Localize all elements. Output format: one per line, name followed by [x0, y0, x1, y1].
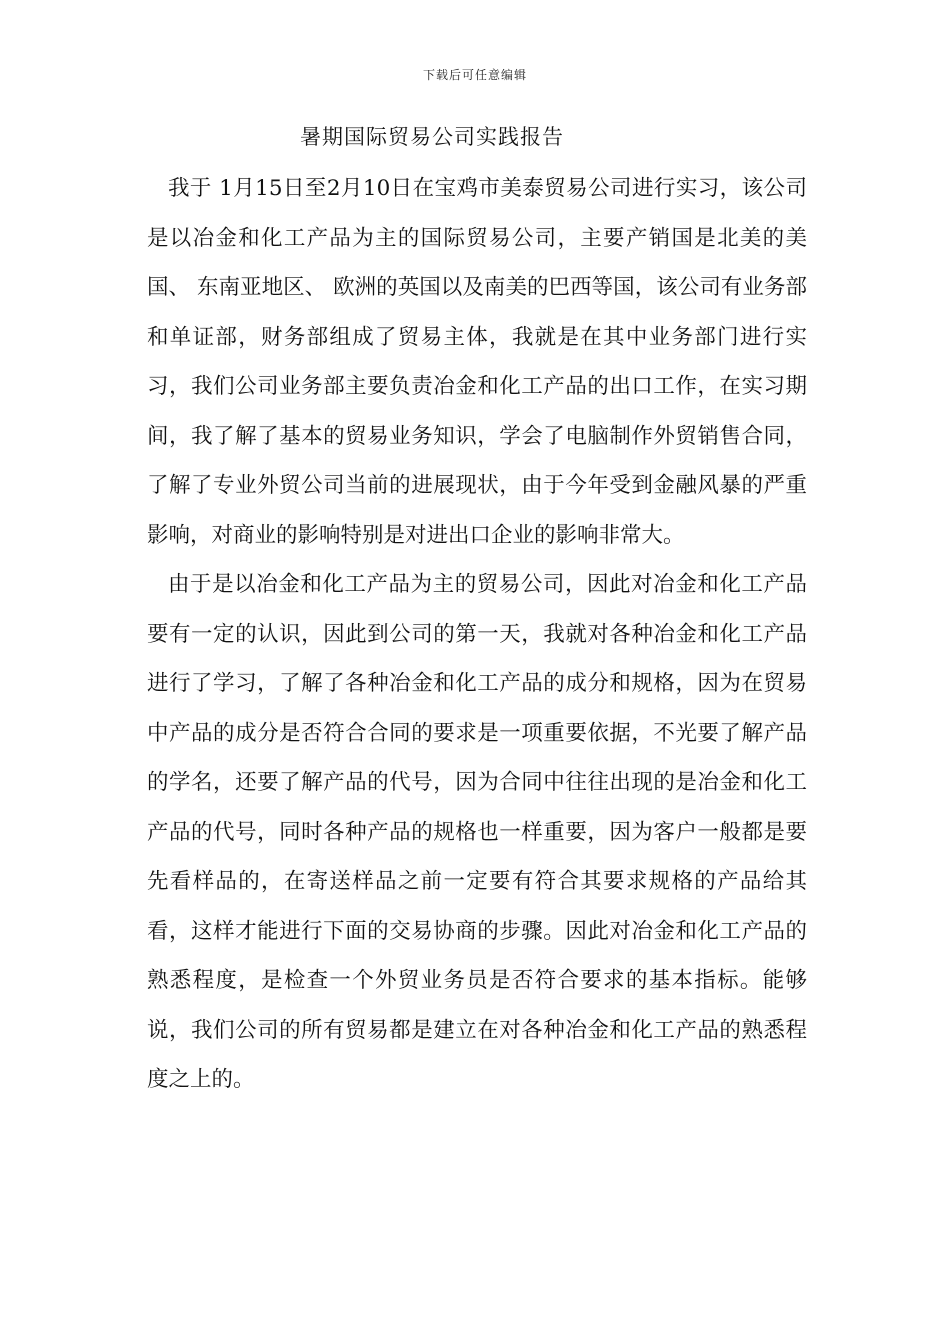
paragraph-1: 我于 1月15日至2月10日在宝鸡市美泰贸易公司进行实习，该公司是以冶金和化工产品为主的国际贸易公司，主要产销国是北美的美国、 东南亚地区、 欧洲的英国以及南美的巴西等国，该公司有业务部和单证部，财务部组成了贸易主体，我就是在其中业务部门进行实习，我们公司业务部主要负责冶金和化工产品的出口工作，在实习期间，我了解了基本的贸易业务知识，学会了电脑制作外贸销售合同，了解了专业外贸公司当前的进展现状，由于今年受到金融风暴的严重影响，对商业的影响特别是对进出口企业的影响非常大。 — [147, 176, 807, 548]
page-header-note: 下载后可任意编辑 — [422, 68, 527, 82]
paragraph-2: 由于是以冶金和化工产品为主的贸易公司，因此对冶金和化工产品要有一定的认识，因此到公司的第一天，我就对各种冶金和化工产品进行了学习，了解了各种冶金和化工产品的成分和规格，因为在贸易中产品的成分是否符合合同的要求是一项重要依据，不光要了解产品的学名，还要了解产品的代号，因为合同中往往出现的是冶金和化工产品的代号，同时各种产品的规格也一样重要，因为客户一般都是要先看样品的，在寄送样品之前一定要有符合其要求规格的产品给其看，这样才能进行下面的交易协商的步骤。因此对冶金和化工产品的熟悉程度，是检查一个外贸业务员是否符合要求的基本指标。能够说，我们公司的所有贸易都是建立在对各种冶金和化工产品的熟悉程度之上的。 — [147, 572, 807, 1092]
document-body — [147, 164, 807, 1105]
document-title: 暑期国际贸易公司实践报告 — [300, 125, 564, 149]
